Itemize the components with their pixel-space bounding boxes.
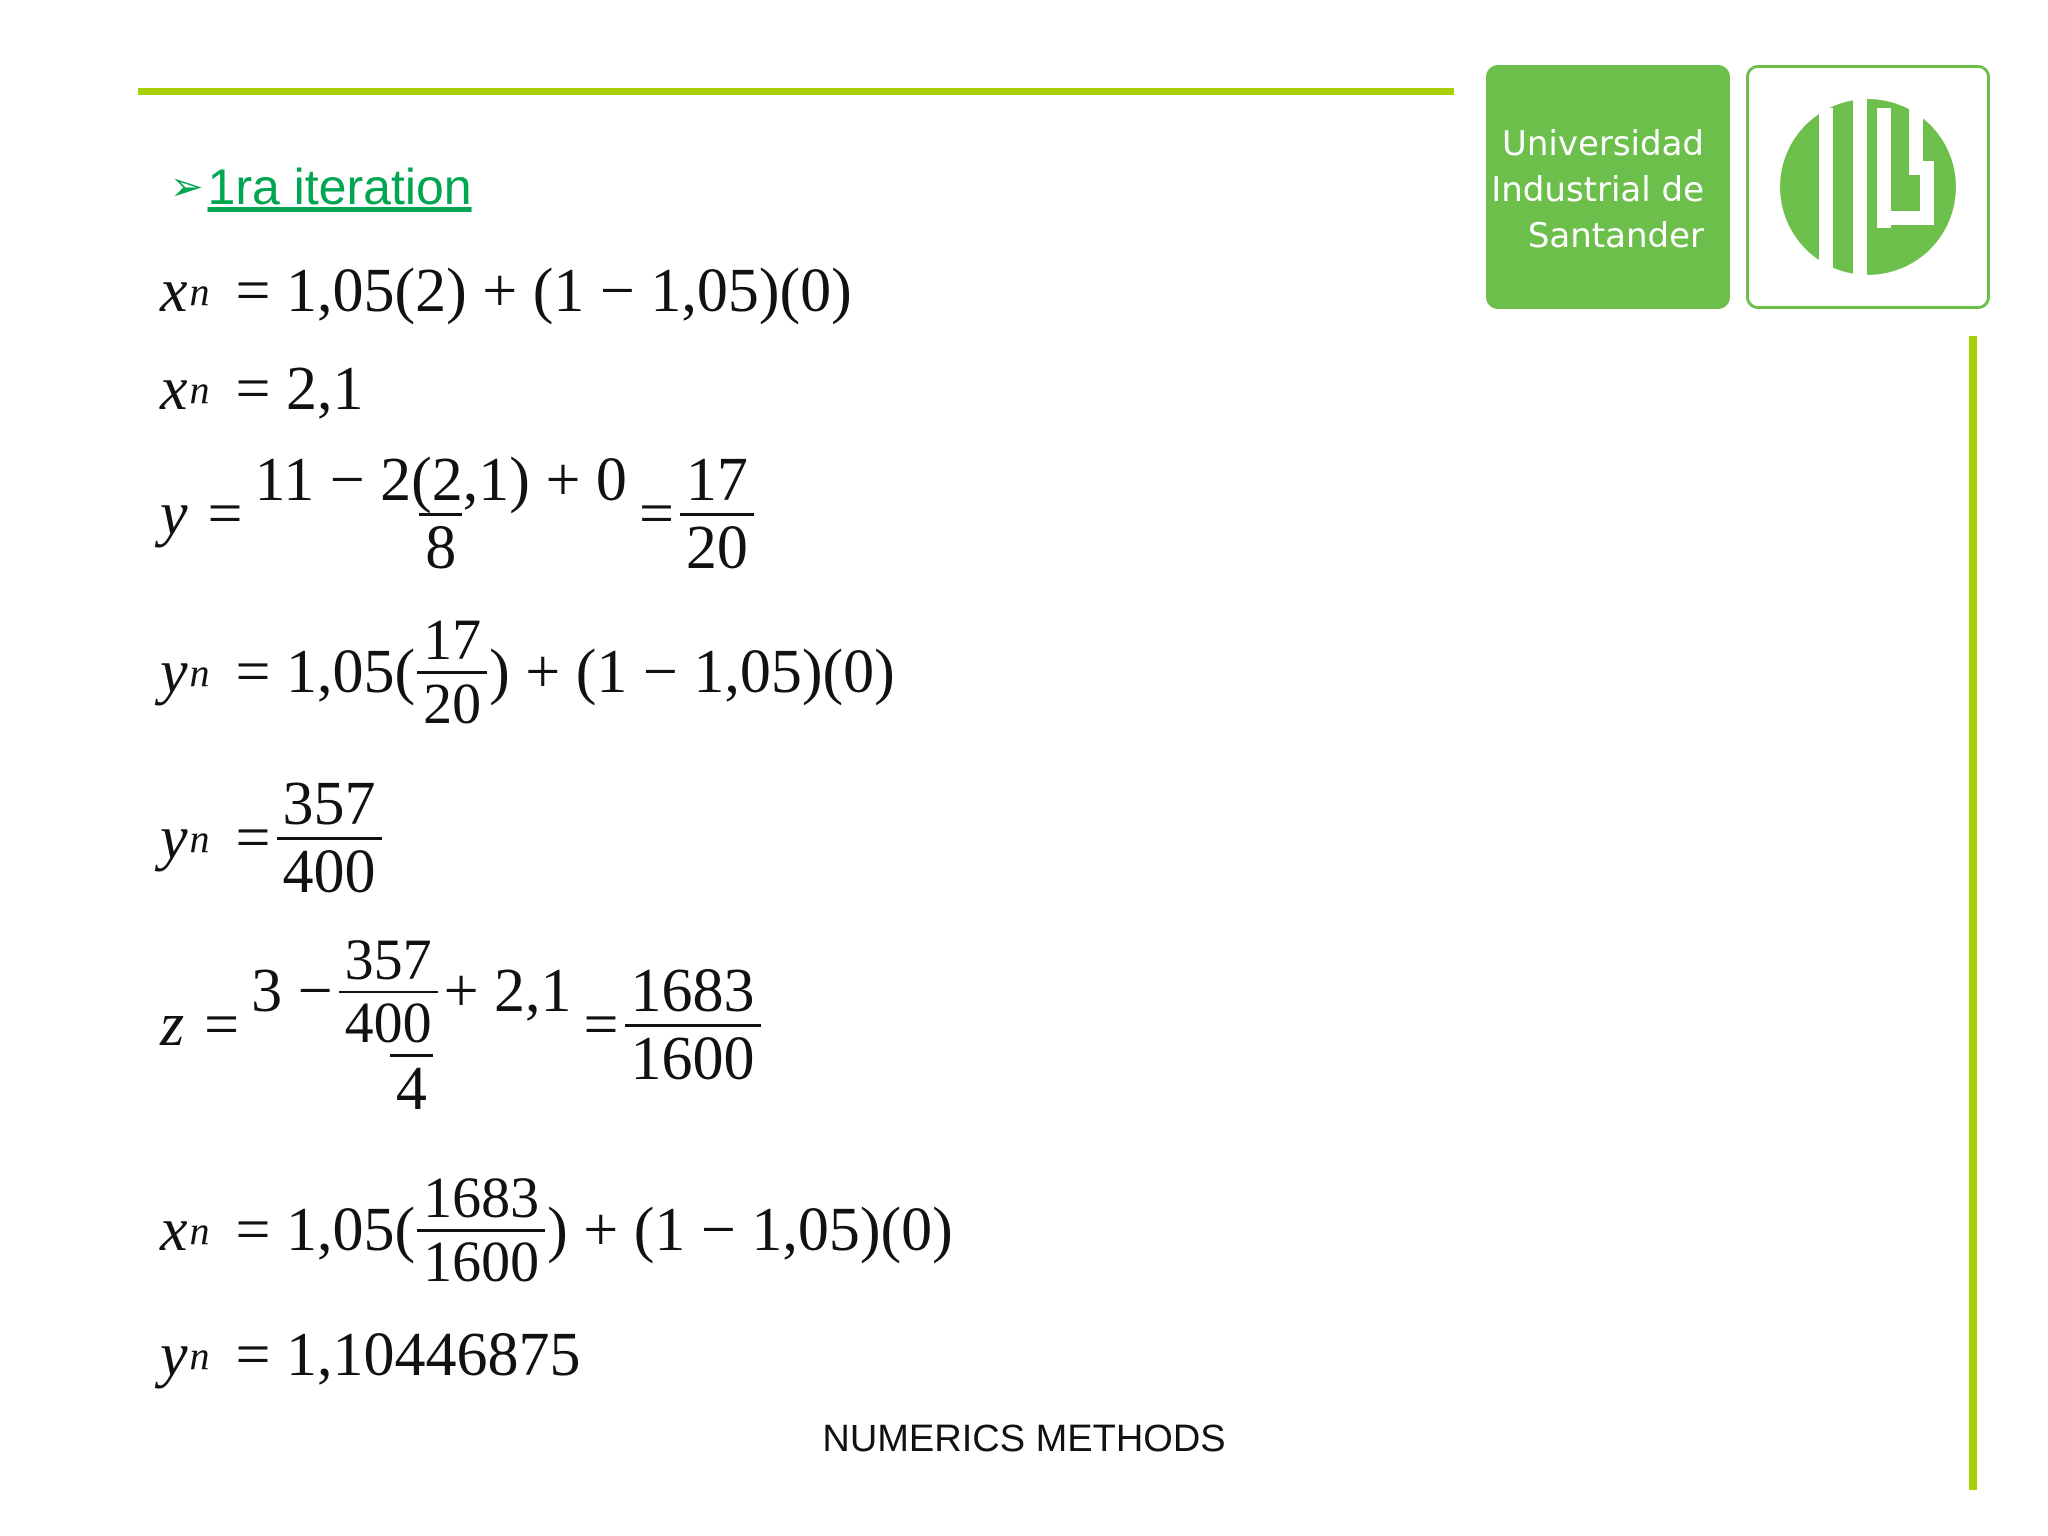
right-accent-rule	[1969, 336, 1977, 1490]
eq8-lhs: y	[160, 1321, 188, 1389]
eq2-sup: n	[189, 367, 210, 412]
eq7-fraction	[417, 1165, 545, 1294]
eq3-equals-2: =	[638, 480, 674, 549]
eq7-lhs: x	[160, 1195, 188, 1264]
eq5-denominator: 400	[277, 837, 382, 905]
eq3-fraction	[249, 448, 633, 581]
eq1-rhs: = 1,05(2) + (1 − 1,05)(0)	[235, 257, 852, 325]
eq5-equals: =	[235, 804, 271, 873]
section-heading	[170, 158, 472, 216]
eq6-denominator: 4	[390, 1054, 433, 1122]
eq4-suffix: ) + (1 − 1,05)(0)	[489, 637, 895, 706]
eq6-result-denominator: 1600	[625, 1024, 761, 1092]
top-accent-rule	[138, 88, 1454, 95]
equation-1	[160, 256, 852, 327]
eq4-numerator: 17	[423, 607, 482, 672]
footer-title: NUMERICS METHODS	[822, 1418, 1226, 1460]
equation-7	[160, 1165, 953, 1294]
eq4-denominator: 20	[417, 671, 487, 735]
eq2-lhs: x	[160, 355, 188, 423]
university-name-logo	[1486, 65, 1730, 309]
eq3-lhs: y	[160, 480, 188, 549]
logo-line-2: Industrial de	[1491, 170, 1704, 210]
eq6-num-suffix: + 2,1	[443, 957, 572, 1026]
eq1-lhs: x	[160, 257, 188, 325]
equation-2	[160, 354, 364, 425]
equation-3	[160, 448, 760, 581]
uis-monogram-icon	[1749, 68, 1987, 306]
logo-line-1: Universidad	[1501, 124, 1704, 164]
eq3-numerator: 11 − 2(2,1) + 0	[254, 446, 627, 514]
uis-logo-mark	[1746, 65, 1990, 309]
eq5-lhs: y	[160, 804, 188, 873]
eq5-fraction	[277, 772, 382, 905]
eq7-sup: n	[189, 1207, 210, 1253]
equation-8	[160, 1320, 581, 1391]
eq6-result-fraction	[625, 959, 761, 1092]
eq6-num-prefix: 3 −	[251, 957, 333, 1026]
eq6-inner-fraction	[339, 927, 438, 1055]
eq6-equals: =	[204, 991, 240, 1060]
eq3-result-fraction	[680, 448, 754, 581]
eq3-result-numerator: 17	[685, 446, 748, 514]
eq6-inner-denominator: 400	[339, 991, 438, 1054]
eq8-rhs: = 1,10446875	[235, 1321, 581, 1389]
eq6-result-numerator: 1683	[630, 957, 755, 1026]
equation-4	[160, 607, 895, 736]
eq4-prefix: = 1,05(	[235, 637, 416, 706]
eq1-sup: n	[189, 269, 210, 314]
heading-title: 1ra iteration	[207, 159, 472, 215]
eq3-result-denominator: 20	[680, 513, 754, 581]
eq7-suffix: ) + (1 − 1,05)(0)	[547, 1195, 953, 1264]
eq7-numerator: 1683	[423, 1165, 540, 1230]
eq6-equals-2: =	[583, 991, 619, 1060]
eq2-rhs: = 2,1	[235, 355, 364, 423]
eq6-fraction	[245, 927, 577, 1123]
eq6-inner-numerator: 357	[344, 927, 432, 992]
eq3-denominator: 8	[419, 513, 462, 581]
eq8-sup: n	[189, 1333, 210, 1378]
eq7-prefix: = 1,05(	[235, 1195, 416, 1264]
logo-line-3: Santander	[1527, 216, 1704, 256]
eq3-equals: =	[207, 480, 243, 549]
eq6-numerator	[245, 927, 577, 1055]
eq4-lhs: y	[160, 637, 188, 706]
equation-5	[160, 772, 388, 905]
eq5-numerator: 357	[282, 770, 376, 838]
eq7-denominator: 1600	[417, 1229, 545, 1293]
eq4-sup: n	[189, 649, 210, 695]
bullet-arrow-icon: ➢	[170, 165, 204, 209]
eq6-lhs: z	[160, 991, 185, 1060]
equation-6	[160, 927, 767, 1123]
eq5-sup: n	[189, 816, 210, 862]
eq4-fraction	[417, 607, 487, 736]
